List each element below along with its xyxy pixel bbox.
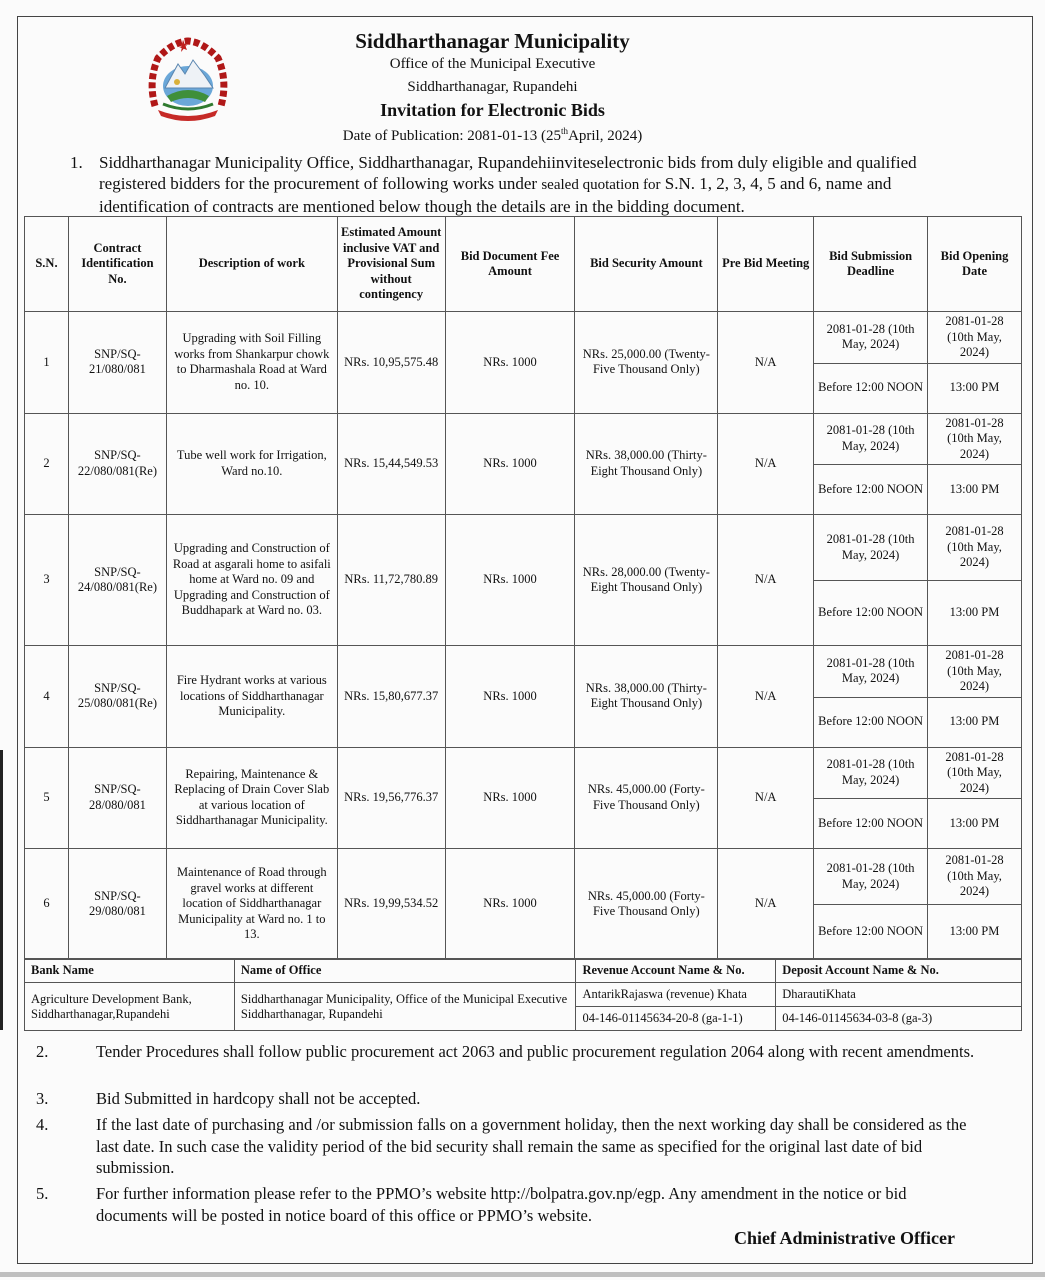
note-text: If the last date of purchasing and /or submission falls on a government holiday, then the next working day shall be considered as the last date. In such case the validity period of the bid security shall remain the same as specified for the original last date of bid submission. bbox=[96, 1115, 967, 1177]
publication-date: Date of Publication: 2081-01-13 (25thApril, 2024) bbox=[342, 126, 643, 144]
office-name-header: Name of Office bbox=[234, 959, 576, 983]
cell-desc: Upgrading and Construction of Road at asgarali home to asifali home at Ward no. 09 and Upgrading and Construction of Buddhapark at Ward no. 03. bbox=[166, 515, 337, 646]
cell-pre: N/A bbox=[718, 849, 814, 960]
col-header: Bid Security Amount bbox=[575, 217, 718, 312]
col-header: Estimated Amount inclusive VAT and Provisional Sum without contingency bbox=[337, 217, 445, 312]
cell-sub_date: 2081-01-28 (10th May, 2024) bbox=[814, 849, 928, 905]
cell-pre: N/A bbox=[718, 747, 814, 849]
cell-sec: NRs. 45,000.00 (Forty-Five Thousand Only) bbox=[575, 849, 718, 960]
note-text: Bid Submitted in hardcopy shall not be accepted. bbox=[96, 1089, 421, 1108]
col-header: Pre Bid Meeting bbox=[718, 217, 814, 312]
cell-pre: N/A bbox=[718, 413, 814, 515]
cell-sub_date: 2081-01-28 (10th May, 2024) bbox=[814, 312, 928, 364]
cell-pre: N/A bbox=[718, 312, 814, 414]
cell-desc: Upgrading with Soil Filling works from Shankarpur chowk to Dharmashala Road at Ward no. 10. bbox=[166, 312, 337, 414]
note-number: 4. bbox=[36, 1115, 49, 1134]
table-header-row bbox=[25, 217, 1022, 312]
cell-open_date: 2081-01-28 (10th May, 2024) bbox=[928, 312, 1022, 364]
cell-est: NRs. 19,99,534.52 bbox=[337, 849, 445, 960]
para1-text: Siddharthanagar Municipality Office, Siddharthanagar, Rupandehiinviteselectronic bids from duly eligible and qualified registered bidders for the procurement of following works under sealed quotation for S.N. 1, 2, 3, 4, 5 and 6, name and identification of contracts are mentioned below though the details are in the bidding document. bbox=[99, 153, 917, 216]
bottom-rule bbox=[0, 1272, 1045, 1277]
deposit-account-header: Deposit Account Name & No. bbox=[776, 959, 1022, 983]
cell-sn: 2 bbox=[25, 413, 69, 515]
cell-sub_time: Before 12:00 NOON bbox=[814, 697, 928, 747]
cell-desc: Fire Hydrant works at various locations of Siddharthanagar Municipality. bbox=[166, 646, 337, 748]
cell-fee: NRs. 1000 bbox=[445, 312, 575, 414]
cell-open_time: 13:00 PM bbox=[928, 465, 1022, 515]
notice-heading: Invitation for Electronic Bids bbox=[380, 100, 605, 120]
note-number: 5. bbox=[36, 1184, 49, 1203]
bank-table bbox=[24, 958, 1022, 1031]
cell-est: NRs. 10,95,575.48 bbox=[337, 312, 445, 414]
table-row bbox=[25, 413, 1022, 465]
cell-open_time: 13:00 PM bbox=[928, 799, 1022, 849]
cell-sub_time: Before 12:00 NOON bbox=[814, 905, 928, 960]
office-name: Siddharthanagar Municipality, Office of the Municipal Executive Siddharthanagar, Rupandehi bbox=[234, 983, 576, 1031]
cell-open_date: 2081-01-28 (10th May, 2024) bbox=[928, 413, 1022, 465]
cell-sub_date: 2081-01-28 (10th May, 2024) bbox=[814, 413, 928, 465]
col-header: S.N. bbox=[25, 217, 69, 312]
cell-fee: NRs. 1000 bbox=[445, 646, 575, 748]
cell-open_time: 13:00 PM bbox=[928, 697, 1022, 747]
cell-sub_date: 2081-01-28 (10th May, 2024) bbox=[814, 646, 928, 698]
cell-id: SNP/SQ-21/080/081 bbox=[68, 312, 166, 414]
cell-sec: NRs. 38,000.00 (Thirty-Eight Thousand Only) bbox=[575, 646, 718, 748]
table-row bbox=[25, 646, 1022, 698]
cell-sn: 1 bbox=[25, 312, 69, 414]
revenue-account-name: AntarikRajaswa (revenue) Khata bbox=[576, 983, 776, 1007]
cell-sn: 3 bbox=[25, 515, 69, 646]
col-header: Description of work bbox=[166, 217, 337, 312]
bank-name-header: Bank Name bbox=[25, 959, 235, 983]
note-text: For further information please refer to the PPMO’s website http://bolpatra.gov.np/egp. Any amendment in the notice or bid documents will be posted in notice board of this office or PPMO’s website. bbox=[96, 1184, 907, 1225]
deposit-account-name: DharautiKhata bbox=[776, 983, 1022, 1007]
cell-sn: 4 bbox=[25, 646, 69, 748]
cell-open_time: 13:00 PM bbox=[928, 905, 1022, 960]
cell-open_date: 2081-01-28 (10th May, 2024) bbox=[928, 747, 1022, 799]
note-number: 3. bbox=[36, 1089, 49, 1108]
cell-est: NRs. 15,80,677.37 bbox=[337, 646, 445, 748]
table-row bbox=[25, 849, 1022, 905]
cell-pre: N/A bbox=[718, 515, 814, 646]
cell-sub_date: 2081-01-28 (10th May, 2024) bbox=[814, 515, 928, 581]
cell-sub_time: Before 12:00 NOON bbox=[814, 363, 928, 413]
cell-id: SNP/SQ-24/080/081(Re) bbox=[68, 515, 166, 646]
cell-desc: Repairing, Maintenance & Replacing of Drain Cover Slab at various location of Siddharthanagar Municipality. bbox=[166, 747, 337, 849]
bank-name: Agriculture Development Bank, Siddharthanagar,Rupandehi bbox=[25, 983, 235, 1031]
table-row bbox=[25, 747, 1022, 799]
cell-open_time: 13:00 PM bbox=[928, 581, 1022, 646]
cell-est: NRs. 15,44,549.53 bbox=[337, 413, 445, 515]
cell-desc: Tube well work for Irrigation, Ward no.10. bbox=[166, 413, 337, 515]
col-header: Bid Opening Date bbox=[928, 217, 1022, 312]
cell-sec: NRs. 25,000.00 (Twenty-Five Thousand Only) bbox=[575, 312, 718, 414]
cell-sec: NRs. 45,000.00 (Forty-Five Thousand Only) bbox=[575, 747, 718, 849]
para1-number: 1. bbox=[70, 153, 83, 172]
cell-open_date: 2081-01-28 (10th May, 2024) bbox=[928, 515, 1022, 581]
bids-table bbox=[24, 216, 1022, 960]
table-row bbox=[25, 515, 1022, 581]
cell-sn: 5 bbox=[25, 747, 69, 849]
revenue-account-number: 04-146-01145634-20-8 (ga-1-1) bbox=[576, 1007, 776, 1031]
note-number: 2. bbox=[36, 1042, 49, 1061]
cell-open_date: 2081-01-28 (10th May, 2024) bbox=[928, 646, 1022, 698]
cell-id: SNP/SQ-22/080/081(Re) bbox=[68, 413, 166, 515]
cell-pre: N/A bbox=[718, 646, 814, 748]
cell-sub_time: Before 12:00 NOON bbox=[814, 799, 928, 849]
cell-id: SNP/SQ-28/080/081 bbox=[68, 747, 166, 849]
address-line: Siddharthanagar, Rupandehi bbox=[407, 79, 578, 95]
cell-fee: NRs. 1000 bbox=[445, 849, 575, 960]
cell-est: NRs. 19,56,776.37 bbox=[337, 747, 445, 849]
cell-fee: NRs. 1000 bbox=[445, 515, 575, 646]
cell-sub_time: Before 12:00 NOON bbox=[814, 465, 928, 515]
cell-sub_time: Before 12:00 NOON bbox=[814, 581, 928, 646]
cell-open_date: 2081-01-28 (10th May, 2024) bbox=[928, 849, 1022, 905]
cell-sub_date: 2081-01-28 (10th May, 2024) bbox=[814, 747, 928, 799]
cell-sn: 6 bbox=[25, 849, 69, 960]
cell-open_time: 13:00 PM bbox=[928, 363, 1022, 413]
note-text: Tender Procedures shall follow public procurement act 2063 and public procurement regulation 2064 along with recent amendments. bbox=[96, 1042, 975, 1061]
cell-sec: NRs. 38,000.00 (Thirty-Eight Thousand Only) bbox=[575, 413, 718, 515]
cell-id: SNP/SQ-25/080/081(Re) bbox=[68, 646, 166, 748]
office-line: Office of the Municipal Executive bbox=[389, 56, 596, 72]
org-title: Siddharthanagar Municipality bbox=[355, 29, 630, 53]
cell-est: NRs. 11,72,780.89 bbox=[337, 515, 445, 646]
scan-edge-mark bbox=[0, 750, 3, 1030]
cell-id: SNP/SQ-29/080/081 bbox=[68, 849, 166, 960]
col-header: Contract Identification No. bbox=[68, 217, 166, 312]
revenue-account-header: Revenue Account Name & No. bbox=[576, 959, 776, 983]
signatory-title: Chief Administrative Officer bbox=[734, 1228, 955, 1248]
cell-fee: NRs. 1000 bbox=[445, 413, 575, 515]
cell-desc: Maintenance of Road through gravel works at different location of Siddharthanagar Municipality at Ward no. 1 to 13. bbox=[166, 849, 337, 960]
cell-fee: NRs. 1000 bbox=[445, 747, 575, 849]
col-header: Bid Document Fee Amount bbox=[445, 217, 575, 312]
cell-sec: NRs. 28,000.00 (Twenty-Eight Thousand Only) bbox=[575, 515, 718, 646]
table-row bbox=[25, 312, 1022, 364]
deposit-account-number: 04-146-01145634-03-8 (ga-3) bbox=[776, 1007, 1022, 1031]
col-header: Bid Submission Deadline bbox=[814, 217, 928, 312]
